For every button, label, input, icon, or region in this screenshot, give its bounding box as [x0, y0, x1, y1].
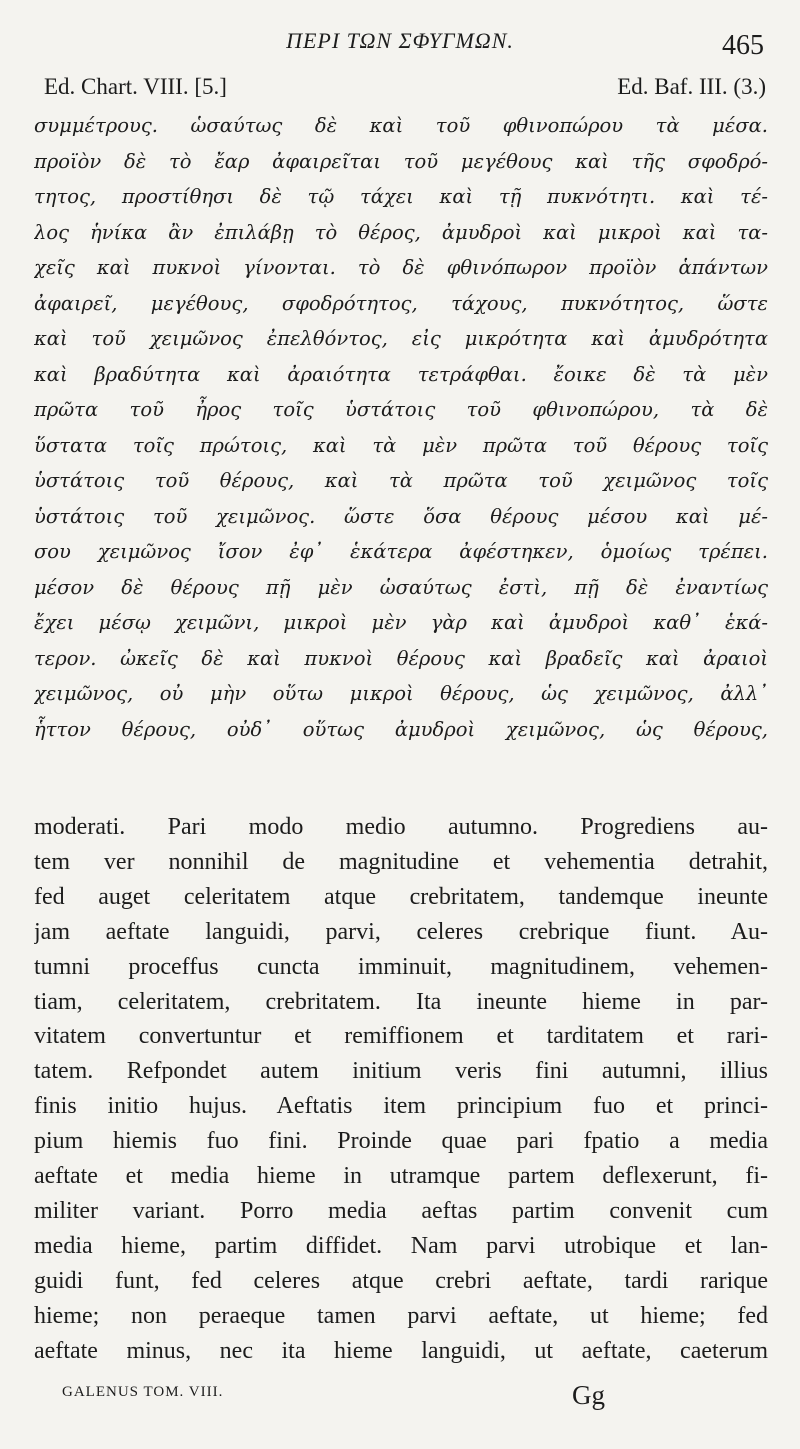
greek-text-line: καὶ τοῦ χειμῶνος ἐπελθόντος, εἰς μικρότητα καὶ ἀμυδρότητα: [34, 327, 768, 350]
latin-text-line: media hieme, partim diffidet. Nam parvi utrobique et lan-: [34, 1232, 768, 1259]
greek-text-line: τητος, προστίθησι δὲ τῷ τάχει καὶ τῇ πυκνότητι. καὶ τέ-: [34, 185, 768, 208]
latin-text-line: aeftate minus, nec ita hieme languidi, ut aeftate, caeterum: [34, 1337, 768, 1364]
greek-text-line: ὑστάτοις τοῦ χειμῶνος. ὥστε ὅσα θέρους μέσου καὶ μέ-: [34, 504, 768, 528]
latin-text-line: fed auget celeritatem atque crebritatem, tandemque ineunte: [34, 883, 768, 910]
latin-text-line: aeftate et media hieme in utramque partem deflexerunt, fi-: [34, 1163, 768, 1190]
latin-text-block: [34, 810, 768, 1369]
greek-text-line: χεῖς καὶ πυκνοὶ γίνονται. τὸ δὲ φθινόπωρον προϊὸν ἁπάντων: [34, 256, 768, 279]
latin-text-line: finis initio hujus. Aeftatis item principium fuo et princi-: [34, 1093, 768, 1120]
greek-text-block: [34, 108, 768, 747]
greek-text-line: λος ἡνίκα ἂν ἐπιλάβῃ τὸ θέρος, ἀμυδροὶ καὶ μικροὶ καὶ τα-: [34, 220, 768, 244]
latin-text-line: militer variant. Porro media aeftas partim convenit cum: [34, 1197, 768, 1224]
latin-text-line: pium hiemis fuo fini. Proinde quae pari fpatio a media: [34, 1128, 768, 1155]
greek-text-line: τερον. ὠκεῖς δὲ καὶ πυκνοὶ θέρους καὶ βραδεῖς καὶ ἀραιοὶ: [34, 646, 768, 670]
latin-text-line: hieme; non peraeque tamen parvi aeftate, ut hieme; fed: [34, 1302, 768, 1329]
greek-text-line: σου χειμῶνος ἴσον ἐφ᾽ ἑκάτερα ἀφέστηκεν, ὁμοίως τρέπει.: [34, 540, 768, 563]
latin-text-line: moderati. Pari modo medio autumno. Progrediens au-: [34, 814, 768, 840]
printer-signature: GALENUS TOM. VIII.: [62, 1384, 224, 1400]
running-title: ΠΕΡΙ ΤΩΝ ΣΦΥΓΜΩΝ.: [286, 28, 514, 53]
latin-text-line: guidi funt, fed celeres atque crebri aeftate, tardi rarique: [34, 1267, 768, 1294]
greek-text-line: χειμῶνος, οὐ μὴν οὕτω μικροὶ θέρους, ὡς χειμῶνος, ἀλλ᾽: [34, 682, 768, 705]
page-number: 465: [722, 30, 764, 61]
greek-text-line: ὕστατα τοῖς πρώτοις, καὶ τὰ μὲν πρῶτα τοῦ θέρους τοῖς: [34, 433, 768, 457]
edition-basel: Ed. Baf. III. (3.): [617, 74, 766, 99]
greek-text-line: ἧττον θέρους, οὐδ᾽ οὕτως ἀμυδροὶ χειμῶνος, ὡς θέρους,: [34, 717, 768, 741]
latin-text-line: vitatem convertuntur et remiffionem et tarditatem et rari-: [34, 1023, 768, 1050]
greek-text-line: ἔχει μέσῳ χειμῶνι, μικροὶ μὲν γὰρ καὶ ἀμυδροὶ καθ᾽ ἑκά-: [34, 611, 768, 634]
latin-text-line: tatem. Refpondet autem initium veris fini autumni, illius: [34, 1058, 768, 1085]
greek-text-line: συμμέτρους. ὡσαύτως δὲ καὶ τοῦ φθινοπώρου τὰ μέσα.: [34, 114, 768, 137]
greek-text-line: μέσον δὲ θέρους πῇ μὲν ὡσαύτως ἐστὶ, πῇ δὲ ἐναντίως: [34, 575, 768, 599]
edition-chartier: Ed. Chart. VIII. [5.]: [44, 74, 227, 99]
greek-text-line: καὶ βραδύτητα καὶ ἀραιότητα τετράφθαι. ἔοικε δὲ τὰ μὲν: [34, 362, 768, 386]
edition-line: [44, 74, 766, 100]
greek-text-line: προϊὸν δὲ τὸ ἔαρ ἀφαιρεῖται τοῦ μεγέθους καὶ τῆς σφοδρό-: [34, 149, 768, 173]
latin-text-line: jam aeftate languidi, parvi, celeres crebrique fiunt. Au-: [34, 918, 768, 945]
greek-text-line: ἀφαιρεῖ, μεγέθους, σφοδρότητος, τάχους, πυκνότητος, ὥστε: [34, 291, 768, 315]
latin-text-line: tiam, celeritatem, crebritatem. Ita ineunte hieme in par-: [34, 988, 768, 1015]
greek-text-line: πρῶτα τοῦ ἦρος τοῖς ὑστάτοις τοῦ φθινοπώρου, τὰ δὲ: [34, 398, 768, 421]
latin-text-line: tem ver nonnihil de magnitudine et vehementia detrahit,: [34, 848, 768, 875]
latin-text-line: tumni proceffus cuncta imminuit, magnitudinem, vehemen-: [34, 953, 768, 980]
greek-text-line: ὑστάτοις τοῦ θέρους, καὶ τὰ πρῶτα τοῦ χειμῶνος τοῖς: [34, 469, 768, 492]
signature-mark: Gg: [572, 1380, 605, 1410]
